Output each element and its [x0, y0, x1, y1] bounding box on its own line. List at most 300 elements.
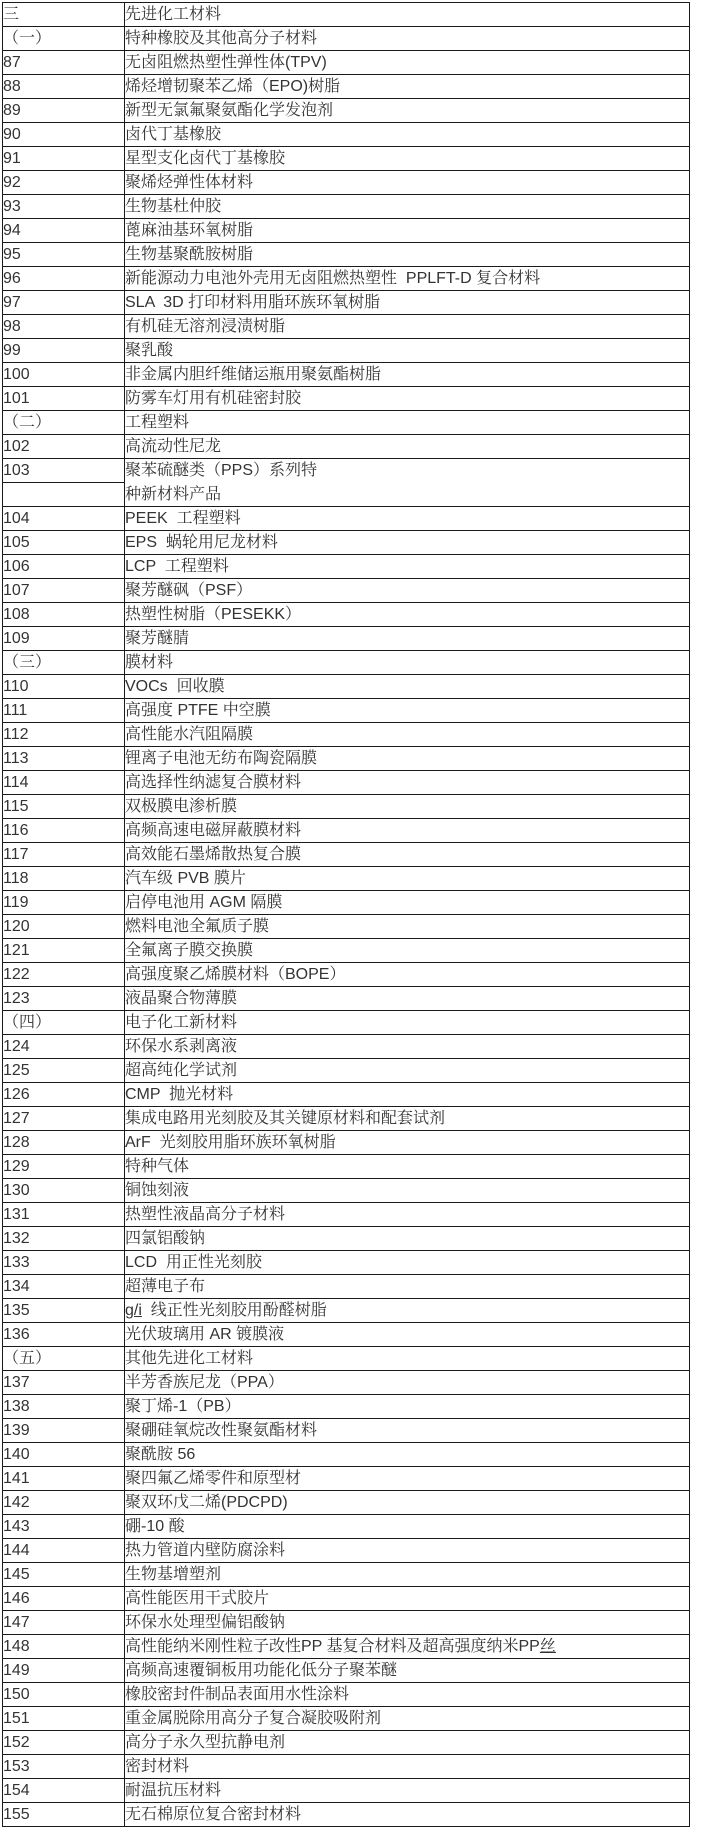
- row-description-cell: [125, 771, 690, 795]
- table-row: [3, 123, 690, 147]
- row-description-text: 热塑性树脂（PESEKK）: [125, 606, 302, 623]
- row-description-cell: [125, 1659, 690, 1683]
- row-description-text: 全氟离子膜交换膜: [125, 942, 254, 959]
- table-row: [3, 1635, 690, 1659]
- row-description-cell: [125, 1203, 690, 1227]
- table-row: [3, 1707, 690, 1731]
- table-row: [3, 651, 690, 675]
- row-description-text: 高效能石墨烯散热复合膜: [125, 846, 302, 863]
- table-row: [3, 747, 690, 771]
- row-number-cell: 136: [3, 1323, 125, 1347]
- row-number-cell: 153: [3, 1755, 125, 1779]
- table-row: [3, 1563, 690, 1587]
- row-description-cell: [125, 507, 690, 531]
- row-number-cell: 99: [3, 339, 125, 363]
- table-row: [3, 459, 690, 483]
- row-number-cell: [3, 483, 125, 507]
- row-description-text: 锂离子电池无纺布陶瓷隔膜: [125, 750, 318, 767]
- row-number-cell: 146: [3, 1587, 125, 1611]
- table-row: [3, 675, 690, 699]
- row-description-cell: [125, 51, 690, 75]
- table-row: [3, 1587, 690, 1611]
- row-description-cell: [125, 1419, 690, 1443]
- row-description-text: 星型支化卤代丁基橡胶: [125, 150, 286, 167]
- row-description-text: 聚芳醚砜（PSF）: [125, 582, 253, 599]
- row-description-cell: [125, 1059, 690, 1083]
- table-row: [3, 1539, 690, 1563]
- row-description-text: 集成电路用光刻胶及其关键原材料和配套试剂: [125, 1110, 446, 1127]
- table-row: [3, 1347, 690, 1371]
- row-number-cell: 145: [3, 1563, 125, 1587]
- row-description-text: 蓖麻油基环氧树脂: [125, 222, 254, 239]
- row-number-cell: 104: [3, 507, 125, 531]
- row-number-cell: 94: [3, 219, 125, 243]
- row-number-cell: 95: [3, 243, 125, 267]
- row-number-cell: 110: [3, 675, 125, 699]
- row-number-cell: 124: [3, 1035, 125, 1059]
- row-number-cell: 111: [3, 699, 125, 723]
- table-row: [3, 1467, 690, 1491]
- table-row: [3, 603, 690, 627]
- table-row: [3, 51, 690, 75]
- table-row: [3, 1011, 690, 1035]
- table-row: [3, 1731, 690, 1755]
- row-description-cell: [125, 627, 690, 651]
- row-description-cell: [125, 315, 690, 339]
- row-description-text: VOCs 回收膜: [125, 678, 225, 695]
- row-number-cell: 87: [3, 51, 125, 75]
- table-row: [3, 1491, 690, 1515]
- row-description-text: CMP 抛光材料: [125, 1086, 234, 1103]
- table-row: [3, 1251, 690, 1275]
- row-description-text: 电子化工新材料: [125, 1014, 238, 1031]
- row-description-text: 高频高速电磁屏蔽膜材料: [125, 822, 302, 839]
- table-row: [3, 531, 690, 555]
- row-number-cell: 105: [3, 531, 125, 555]
- table-row: [3, 1131, 690, 1155]
- row-number-cell: 88: [3, 75, 125, 99]
- table-row: [3, 915, 690, 939]
- table-row: [3, 435, 690, 459]
- row-description-text: SLA 3D 打印材料用脂环族环氧树脂: [125, 294, 381, 311]
- table-row: [3, 1323, 690, 1347]
- row-description-cell: [125, 363, 690, 387]
- row-number-cell: 91: [3, 147, 125, 171]
- row-number-cell: 152: [3, 1731, 125, 1755]
- row-description-cell: [125, 1467, 690, 1491]
- row-number-cell: 144: [3, 1539, 125, 1563]
- row-description-cell: [125, 1347, 690, 1371]
- row-number-cell: 114: [3, 771, 125, 795]
- row-description-cell: [125, 219, 690, 243]
- row-number-cell: 142: [3, 1491, 125, 1515]
- row-description-cell: [125, 1083, 690, 1107]
- row-description-cell: [125, 651, 690, 675]
- row-description-text: 液晶聚合物薄膜: [125, 990, 238, 1007]
- row-description-text: 高选择性纳滤复合膜材料: [125, 774, 302, 791]
- row-number-cell: 98: [3, 315, 125, 339]
- row-description-cell: [125, 1515, 690, 1539]
- row-description-text: 新型无氯氟聚氨酯化学发泡剂: [125, 102, 334, 119]
- row-description-text: 先进化工材料: [125, 6, 222, 23]
- row-number-cell: 141: [3, 1467, 125, 1491]
- row-number-cell: 121: [3, 939, 125, 963]
- row-number-cell: 127: [3, 1107, 125, 1131]
- row-description-cell: [125, 27, 690, 51]
- table-row: [3, 699, 690, 723]
- table-row: [3, 1179, 690, 1203]
- row-description-text: 铜蚀刻液: [125, 1182, 190, 1199]
- row-description-text: 防雾车灯用有机硅密封胶: [125, 390, 302, 407]
- table-row: [3, 1035, 690, 1059]
- table-row: [3, 339, 690, 363]
- row-description-cell: [125, 1707, 690, 1731]
- row-description-text: 超薄电子布: [125, 1278, 206, 1295]
- row-description-text: 环保水处理型偏铝酸钠: [125, 1614, 286, 1631]
- row-description-text: 生物基聚酰胺树脂: [125, 246, 254, 263]
- table-row: [3, 1803, 690, 1827]
- row-description-cell: [125, 1731, 690, 1755]
- table-row: [3, 195, 690, 219]
- table-row: [3, 1299, 690, 1323]
- row-description-cell: [125, 579, 690, 603]
- row-number-cell: 100: [3, 363, 125, 387]
- row-number-cell: （二）: [3, 411, 125, 435]
- row-description-text: 生物基杜仲胶: [125, 198, 222, 215]
- table-row: [3, 171, 690, 195]
- row-description-cell: [125, 1323, 690, 1347]
- row-description-cell: [125, 1491, 690, 1515]
- table-row: [3, 411, 690, 435]
- row-description-cell: [125, 123, 690, 147]
- row-number-cell: 93: [3, 195, 125, 219]
- table-row: [3, 1515, 690, 1539]
- row-description-cell: [125, 723, 690, 747]
- row-number-cell: 139: [3, 1419, 125, 1443]
- row-number-cell: 151: [3, 1707, 125, 1731]
- table-row: [3, 147, 690, 171]
- row-number-cell: 134: [3, 1275, 125, 1299]
- materials-table: [2, 2, 690, 1827]
- row-description-text: 无石棉原位复合密封材料: [125, 1806, 302, 1823]
- row-description-cell: [125, 1227, 690, 1251]
- row-description-text: 环保水系剥离液: [125, 1038, 238, 1055]
- row-description-text: 高流动性尼龙: [125, 438, 222, 455]
- row-description-text: 超高纯化学试剂: [125, 1062, 238, 1079]
- row-description-text: 聚四氟乙烯零件和原型材: [125, 1470, 302, 1487]
- row-description-cell: [125, 1803, 690, 1827]
- table-row: [3, 771, 690, 795]
- row-description-text: 种新材料产品: [125, 485, 222, 503]
- row-description-text: 光伏玻璃用 AR 镀膜液: [125, 1326, 285, 1343]
- table-row: [3, 795, 690, 819]
- row-description-cell: [125, 1131, 690, 1155]
- row-description-cell: [125, 1011, 690, 1035]
- row-description-cell: [125, 99, 690, 123]
- table-row: [3, 363, 690, 387]
- row-description-text: 密封材料: [125, 1758, 190, 1775]
- row-description-text: PEEK 工程塑料: [125, 510, 241, 527]
- row-description-cell: [125, 147, 690, 171]
- row-description-text: 双极膜电渗析膜: [125, 798, 238, 815]
- row-description-cell: [125, 891, 690, 915]
- row-number-cell: 97: [3, 291, 125, 315]
- row-description-text: 生物基增塑剂: [125, 1566, 222, 1583]
- row-description-cell: [125, 1611, 690, 1635]
- row-number-cell: 90: [3, 123, 125, 147]
- table-row: [3, 3, 690, 27]
- table-row: [3, 75, 690, 99]
- table-row: [3, 627, 690, 651]
- row-description-cell: [125, 531, 690, 555]
- row-number-cell: 130: [3, 1179, 125, 1203]
- table-row: [3, 891, 690, 915]
- table-row: [3, 867, 690, 891]
- row-description-cell: [125, 1275, 690, 1299]
- row-number-cell: 116: [3, 819, 125, 843]
- row-description-text: 线正性光刻胶用酚醛树脂: [141, 1302, 327, 1319]
- row-description-cell: [125, 915, 690, 939]
- row-description-text: 工程塑料: [125, 414, 190, 431]
- row-description-text: 聚苯硫醚类（PPS）系列特: [125, 462, 318, 480]
- row-number-cell: 128: [3, 1131, 125, 1155]
- table-row: [3, 387, 690, 411]
- row-description-cell: [125, 1179, 690, 1203]
- table-row: [3, 99, 690, 123]
- row-number-cell: 92: [3, 171, 125, 195]
- row-number-cell: 109: [3, 627, 125, 651]
- row-description-text: 热塑性液晶高分子材料: [125, 1206, 286, 1223]
- row-description-text: 硼-10 酸: [125, 1518, 185, 1535]
- row-number-cell: 117: [3, 843, 125, 867]
- row-description-text: 高分子永久型抗静电剂: [125, 1734, 286, 1751]
- row-number-cell: 89: [3, 99, 125, 123]
- row-description-cell: [125, 1587, 690, 1611]
- row-description-cell: [125, 1251, 690, 1275]
- row-description-cell: [125, 675, 690, 699]
- row-description-text: 高强度 PTFE 中空膜: [125, 702, 271, 719]
- row-description-cell: [125, 1371, 690, 1395]
- row-number-cell: 150: [3, 1683, 125, 1707]
- row-number-cell: 118: [3, 867, 125, 891]
- row-description-text: 高频高速覆铜板用功能化低分子聚苯醚: [125, 1662, 398, 1679]
- table-row: [3, 1755, 690, 1779]
- row-description-text: 高性能水汽阻隔膜: [125, 726, 254, 743]
- row-description-text: LCP 工程塑料: [125, 558, 229, 575]
- row-description-text: 高性能医用干式胶片: [125, 1590, 270, 1607]
- row-description-cell: [125, 483, 690, 507]
- table-row: [3, 1779, 690, 1803]
- row-description-text: 热力管道内壁防腐涂料: [125, 1542, 286, 1559]
- table-row: [3, 1443, 690, 1467]
- row-number-cell: 143: [3, 1515, 125, 1539]
- row-number-cell: 96: [3, 267, 125, 291]
- row-number-cell: 103: [3, 459, 125, 483]
- row-number-cell: 155: [3, 1803, 125, 1827]
- row-number-cell: 149: [3, 1659, 125, 1683]
- row-number-cell: 135: [3, 1299, 125, 1323]
- row-description-text: 无卤阻燃热塑性弹性体(TPV): [125, 54, 327, 71]
- row-description-cell: [125, 243, 690, 267]
- table-row: [3, 315, 690, 339]
- row-description-cell: [125, 459, 690, 483]
- row-number-cell: 108: [3, 603, 125, 627]
- row-number-cell: 113: [3, 747, 125, 771]
- row-description-cell: [125, 963, 690, 987]
- row-description-text: 聚丁烯-1（PB）: [125, 1398, 241, 1415]
- table-row: [3, 483, 690, 507]
- row-description-cell: [125, 1035, 690, 1059]
- row-number-cell: 120: [3, 915, 125, 939]
- row-description-text: 烯烃增韧聚苯乙烯（EPO)树脂: [125, 78, 341, 95]
- row-description-cell: [125, 867, 690, 891]
- row-description-cell: [125, 1563, 690, 1587]
- row-number-cell: （一）: [3, 27, 125, 51]
- row-number-cell: 126: [3, 1083, 125, 1107]
- row-description-text: EPS 蜗轮用尼龙材料: [125, 534, 278, 551]
- row-number-cell: 148: [3, 1635, 125, 1659]
- row-description-cell: [125, 1107, 690, 1131]
- row-description-text: 汽车级 PVB 膜片: [125, 870, 246, 887]
- row-description-cell: [125, 555, 690, 579]
- row-number-cell: 138: [3, 1395, 125, 1419]
- table-row: [3, 267, 690, 291]
- row-number-cell: 132: [3, 1227, 125, 1251]
- row-number-cell: 123: [3, 987, 125, 1011]
- row-number-cell: 115: [3, 795, 125, 819]
- row-description-text: 其他先进化工材料: [125, 1350, 254, 1367]
- row-description-cell: [125, 411, 690, 435]
- row-description-cell: [125, 939, 690, 963]
- row-description-cell: [125, 843, 690, 867]
- row-description-text: 特种气体: [125, 1158, 190, 1175]
- row-description-text: 燃料电池全氟质子膜: [125, 918, 270, 935]
- row-number-cell: 107: [3, 579, 125, 603]
- table-row: [3, 1275, 690, 1299]
- row-description-cell: [125, 1779, 690, 1803]
- table-row: [3, 987, 690, 1011]
- table-row: [3, 291, 690, 315]
- row-description-cell: [125, 1539, 690, 1563]
- row-description-text: LCD 用正性光刻胶: [125, 1254, 262, 1271]
- table-row: [3, 579, 690, 603]
- table-row: [3, 1083, 690, 1107]
- table-row: [3, 1419, 690, 1443]
- table-row: [3, 939, 690, 963]
- row-description-cell: [125, 75, 690, 99]
- row-number-cell: 122: [3, 963, 125, 987]
- row-description-text: 聚双环戊二烯(PDCPD): [125, 1494, 288, 1511]
- row-description-cell: [125, 291, 690, 315]
- row-description-cell: [125, 339, 690, 363]
- row-description-cell: [125, 1443, 690, 1467]
- table-row: [3, 1059, 690, 1083]
- row-description-cell: [125, 3, 690, 27]
- row-description-cell: [125, 267, 690, 291]
- row-number-cell: 129: [3, 1155, 125, 1179]
- row-description-text: ArF 光刻胶用脂环族环氧树脂: [125, 1134, 336, 1151]
- row-description-cell: [125, 1395, 690, 1419]
- table-row: [3, 1395, 690, 1419]
- table-row: [3, 963, 690, 987]
- row-number-cell: 147: [3, 1611, 125, 1635]
- row-description-text: 特种橡胶及其他高分子材料: [125, 30, 318, 47]
- row-description-text: 有机硅无溶剂浸渍树脂: [125, 318, 286, 335]
- row-description-text: 聚烯烃弹性体材料: [125, 174, 254, 191]
- row-description-text: 高强度聚乙烯膜材料（BOPE）: [125, 966, 346, 983]
- row-number-cell: 133: [3, 1251, 125, 1275]
- table-row: [3, 27, 690, 51]
- row-description-cell: [125, 1683, 690, 1707]
- row-description-text: 橡胶密封件制品表面用水性涂料: [125, 1686, 350, 1703]
- row-number-cell: 102: [3, 435, 125, 459]
- row-description-cell: [125, 1635, 690, 1659]
- row-number-cell: 106: [3, 555, 125, 579]
- row-description-text: 耐温抗压材料: [125, 1782, 222, 1799]
- row-number-cell: 112: [3, 723, 125, 747]
- row-description-text: 聚乳酸: [125, 342, 174, 359]
- row-description-text: 四氯铝酸钠: [125, 1230, 206, 1247]
- table-row: [3, 1107, 690, 1131]
- row-number-cell: 125: [3, 1059, 125, 1083]
- table-row: [3, 1611, 690, 1635]
- row-description-text: 启停电池用 AGM 隔膜: [125, 894, 283, 911]
- row-number-cell: 101: [3, 387, 125, 411]
- row-number-cell: 154: [3, 1779, 125, 1803]
- row-description-text: 高性能纳米刚性粒子改性PP 基复合材料及超高强度纳米PP: [125, 1638, 540, 1655]
- row-description-text: 卤代丁基橡胶: [125, 126, 222, 143]
- table-row: [3, 819, 690, 843]
- row-description-text: 膜材料: [125, 654, 174, 671]
- table-row: [3, 1659, 690, 1683]
- row-number-cell: 140: [3, 1443, 125, 1467]
- table-row: [3, 1155, 690, 1179]
- row-description-text: 非金属内胆纤维储运瓶用聚氨酯树脂: [125, 366, 382, 383]
- row-description-cell: [125, 1755, 690, 1779]
- table-row: [3, 1227, 690, 1251]
- row-description-cell: [125, 699, 690, 723]
- table-row: [3, 555, 690, 579]
- table-row: [3, 507, 690, 531]
- row-number-cell: （四）: [3, 1011, 125, 1035]
- row-description-text: 聚硼硅氧烷改性聚氨酯材料: [125, 1422, 318, 1439]
- row-description-cell: [125, 1299, 690, 1323]
- row-description-text: 新能源动力电池外壳用无卤阻燃热塑性 PPLFT-D 复合材料: [125, 270, 541, 287]
- row-number-cell: 137: [3, 1371, 125, 1395]
- table-row: [3, 1683, 690, 1707]
- row-description-cell: [125, 819, 690, 843]
- row-description-text: 半芳香族尼龙（PPA）: [125, 1374, 284, 1391]
- row-description-text: 聚酰胺 56: [125, 1446, 196, 1463]
- table-row: [3, 1203, 690, 1227]
- underlined-text: 丝: [539, 1638, 556, 1655]
- row-number-cell: 三: [3, 3, 125, 27]
- table-row: [3, 723, 690, 747]
- row-number-cell: 119: [3, 891, 125, 915]
- row-number-cell: （三）: [3, 651, 125, 675]
- row-description-cell: [125, 171, 690, 195]
- underlined-text: g/i: [125, 1302, 142, 1319]
- row-number-cell: （五）: [3, 1347, 125, 1371]
- row-description-cell: [125, 387, 690, 411]
- table-row: [3, 219, 690, 243]
- row-description-text: 重金属脱除用高分子复合凝胶吸附剂: [125, 1710, 382, 1727]
- row-description-cell: [125, 195, 690, 219]
- row-description-cell: [125, 795, 690, 819]
- row-description-cell: [125, 435, 690, 459]
- table-row: [3, 843, 690, 867]
- table-row: [3, 1371, 690, 1395]
